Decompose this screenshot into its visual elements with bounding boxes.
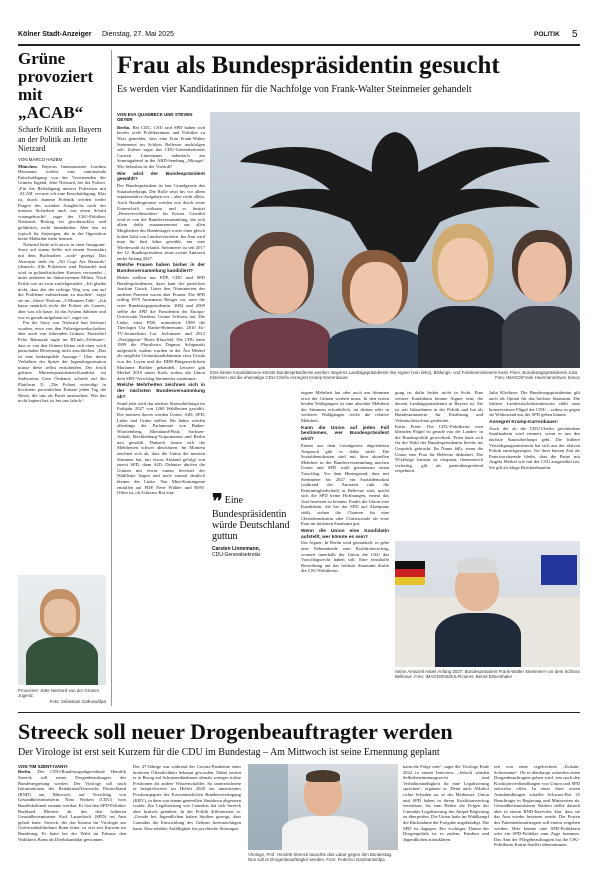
streeck-photo — [248, 764, 398, 850]
portrait-aigner — [230, 232, 330, 368]
second-column-4 — [494, 764, 580, 868]
answer-2: Bisher stellten nur FDP, CDU und SPD Bundespräsidenten, dazu kam der parteilose Joachim Gauck. Unter den Nominierten der anderen Parteien waren aber Frauen: Die SPD schlug 1979 Annemarie Renger vor, nuve die erste Bundestagspräsidentin. 2004 und 2009 stellte die SPD die Präsidentin der Europa-Universität Viadrina, Gesine Schwan, auf. Die Linke, einst PDS, nominierte 1999 die Theologin Uta Ranke-Heinemann, 2010 Ex-TV-Journalistin Luc Jochimsen und 2012 „Nazijägerin“ Beate Klarsfeld. Die CDU hatte 1999 die Physikerin Dagmar Schipanski aufgestellt, zudem wurden in der Ära Merkel als mögliche Unionskandidatinnen etwa Ursula von der Leyen und die DDR-Bürgerrechtlerin Marianne Birthler gehandelt. Letztere gab Merkel 2010 einen Korb, sodass die Union dem SPD-Vorschlag Steinmeier zustimmte. — [117, 275, 205, 381]
header-rule — [18, 44, 580, 46]
side-subtitle: Scharfe Kritik aus Bayern an der Politik an Jette Nietzard — [18, 125, 102, 153]
second-column-3-text: kann die Folge sein“, sagte der Virologe Ende 2022 in einem Interview. „Jedoch würden Selbstbestimmungsrecht und Verhältnismäßigkeit für eine Legalisierung sprechen“, ergänzte er. Denn auch Alkohol richte Schaden an, so der Mediziner. Union und SPD haben in ihrem Koalitionsvertrag vereinbart, bis zum Herbst die Folgen der Cannabis-Legalisierung der Ampel-Regierung zu überprüfen. Die Union hatte im Wahlkampf die Rücknahme der Freigabe angekündigt. Die SPD ist dagegen. Ein wichtiges Thema der Drogenpolitik ist es zudem, Kindern und Jugendlichen aufzuklären. — [403, 764, 489, 842]
nietzard-caption — [18, 688, 106, 710]
side-headline: Grüne provoziert mit „ACAB“ — [18, 49, 94, 122]
nietzard-credit: Foto: Sebastian Gollnow/dpa — [49, 698, 106, 704]
main-column-1-text — [117, 125, 205, 711]
second-column-3 — [403, 764, 489, 868]
main-column-2 — [301, 390, 389, 706]
second-column-1 — [18, 764, 126, 868]
portrait-kramp-karrenbauer — [502, 230, 580, 368]
second-column-4-text: ren von einer regelrechten „Kokain-Schwemme“. Ob es überhaupt weiterhin einen Drogenbeauftragten geben wird, war nach den Koalitionsverhandlungen von Union und SPD zeitweise offen. In einer ihrer ersten Amtshandlungen schaffte Schwarz-Rot 25 Beauftragte in Regierung und Ministerien ab. Gesundheitsministerin Warken stellte danach aber in einem RND-Interview klar, dass sie das Amt wieder besetzen werde. Der Posten des Patientenbeauftragten soll erneut vergeben werden. Hier könnte eine SPD-Politikerin oder ein SPD-Politiker zum Zuge kommen. Das Amt der Pflegebeauftragten hat die CSU-Politikerin Katrin Staffler übernommen. — [494, 764, 580, 848]
side-paragraph-2: Nietzard hatte sich zuvor in einer Instagram-Story auf einem Selfie mit einem Sweatshirt mit dem Buchstaben „acab“ gezeigt. Das Akronym steht für „All Cops Are Bastards“ (deutsch: Alle Polizisten sind Bastarde) und wird in polizeikritischen Kreisen verwendet – unter anderem im linksextremen Milieu. Nach Kritik war sie zwar zurückgerudert. „Ich glaube nicht, dass das der richtige Weg war, um auf die Probleme aufmerksam zu machen“, sagte sie im „Stern“-Podcast „5-Minuten-Talk“. „Ich hasse natürlich nicht die Polizei als Ganzes, aber was ich hasse, ist das System dahinter und wie es gerade aufgebaut ist“, sagte sie. — [18, 241, 106, 320]
main-column-4 — [489, 390, 580, 538]
pull-quote — [212, 491, 296, 575]
second-column-2-text: Der 47-Jährige war während der Corona-Pandemie einer breiteren Öffentlichkeit bekannt geworden. Dabei vertrat er in Bezug auf Schutzmaßnahmen oftmals weniger strikte Positionen als andere Wissenschaftler. So unterzeichnete er beispielsweise im Herbst 2020 ein umstrittenes Positionspapier der Kassenärztlichen Bundesvereinigung (KBV), in dem von einem generellen Shutdown abgeraten wurde. Zur Legalisierung von Cannabis hat sich Streeck eher kritisch geäußert. In der Politik differenziert er. „Gerade bei Jugendlichen haben Studien gezeigt, dass Cannabis die Entwicklung des Gehirns beeinträchtigen kann. Eine erhöhte Anfälligkeit für psychische Störungen — [133, 764, 241, 831]
answer-5: Ilse Aigner: In Berlin wird gemunkelt, es gebe eine Nebenabrede zum Koalitionsvertrag, wonach innerhalb der Union die CSU das Vorschlagsrecht haben soll. Eine ernsthafte Bewerbung um das höchste Staatsamt dürfte die CSU-Politikerin — [301, 540, 389, 574]
second-column-1-text — [18, 769, 126, 867]
main-column-1 — [117, 112, 205, 710]
column-divider — [111, 50, 112, 706]
kloeckner-paragraph: Julia Klöckner: Die Bundestagspräsidentin gilt auch als Option für das höchste Staatsamt. Die frühere Landwirtschaftsministerin zählt zum konservativen Flügel der CDU – sodass es gegen sie Widerstand aus der SPD geben könnte. — [489, 390, 580, 418]
steinmeier-caption-text: Seine Amtszeit endet Anfang 2027: Bundespräsident Frank-Walter Steinmeier vor dem Schloss Bellevue. — [395, 669, 580, 680]
main-column-2-intro: eigene Mehrheit hat oder auch um Stimmen etwa der Grünen werben muss. In den ersten beiden Wahlgängen ist eine absolute Mehrheit der Stimmen erforderlich, im dritten oder in weiteren Wahlgängen reicht die relative Mehrheit. — [301, 390, 389, 423]
main-photo-caption — [210, 370, 580, 387]
side-dateline: München. — [18, 163, 38, 169]
question-1: Wie wird der Bundespräsident gewählt? — [117, 171, 205, 183]
main-column-3-text: gung ist dafür bisher nicht in Sicht. Eine weitere Kandidatin könnte Aigner sein, die derzeit Landtagspräsidentin in Bayern ist. Sie ist seit Jahrzehnten in der Politik und hat als Bundesministerin für Ernährung und Verbraucherschutz gearbeitet. — [395, 390, 483, 423]
portrait-kloeckner — [418, 224, 508, 368]
section-rule — [18, 712, 580, 713]
second-subhead: Der Virologe ist erst seit Kurzem für die CDU im Bundestag – Am Mittwoch ist seine Ernennung geplant — [18, 747, 440, 758]
answer-4: Einem aus dem Grundgesetz abgeleiteten Anspruch gibt es dafür nicht. Die Sozialdemokraten sind mit ihrer aktuellen Mehrheit in der Bundesversammlung machen Union und SPD wohl gemeinsam einen Vorschlag. Vor dem Hintergrund, dass mit Steinmeier bis 2027 ein Sozialdemokrat (während der Amtszeit ruht die Parteimitgliedschaft) in Bellevue sitzt, macht sich die SPD keine Hoffnungen, erneut das Amt besetzen zu können. Findet die Union eine Kandidatin, die bei der SPD auf Akzeptanz stößt, stehen die Chancen für eine Christdemokratin oder Christsoziale als erste Frau im höchsten Staatsamt gut. — [301, 442, 389, 527]
second-byline: VON TIM SZENT-IVANYI — [18, 764, 68, 769]
streeck-caption — [248, 852, 398, 870]
main-subhead: Es werden vier Kandidatinnen für die Nachfolge von Frank-Walter Steinmeier gehandelt — [117, 84, 472, 95]
page-header — [18, 31, 580, 43]
quote-mark-icon: ❞ — [212, 491, 223, 513]
page-number: 5 — [572, 29, 578, 40]
candidates-photo — [210, 112, 580, 368]
side-body — [18, 164, 106, 592]
answer-3: Stand jetzt wird das nächste Staatsoberhaupt im Frühjahr 2027 von 1260 Wahlleuten gewählt. Die meisten davon werden Union, AfD, SPD, Linke und Grüne stellen. Bis dahin werden allerdings die Parlamente von Baden-Württemberg, Rheinland-Pfalz, Sachsen-Anhalt, Mecklenburg-Vorpommern und Berlin neu gewählt. Dadurch lassen sich die Mehrheiten schwer abschätzen. Im Moment zeichnet sich ab, dass die Union die meisten Stimmen hat, mit etwas Abstand gefolgt von zuerst SPD, dann AfD. Dahinter dürften die Grünen mit etwas einem Sechstel der Wahlleute liegen und noch einmal deutlich kleiner die Linke. Nur Mini-Kontingente entfallen auf FDP, Freie Wähler und BSW. Offen ist, ob Schwarz-Rot eine — [117, 400, 205, 496]
section-label: POLITIK — [534, 31, 560, 38]
question-akk: Annegret Kramp-Karrenbauer: — [489, 419, 559, 425]
main-dateline: Berlin. — [117, 124, 131, 130]
question-2: Welche Frauen haben bisher in der Bundesversammlung kandidiert? — [117, 263, 205, 275]
second-dateline: Berlin. — [18, 769, 32, 775]
second-intro: Der CDU-Bundestagsabgeordnete Hendrik Streeck soll neuer Drogenbeauftragter der Bundesregierung werden. Der Virologe soll nach Informationen des RedaktionsNetzwerks Deutschland (RND) am Mittwoch auf Vorschlag von Gesundheitsministerin Nina Warken (CDU) vom Bundeskabinett ernannt werden. Er löst den SPD-Politiker Burkhard Blienert ab, der den früheren Gesundheitsminister Karl Lauterbach (SPD) ins Amt geholt hatte. Streeck, der das Institut für Virologie am Universitätsklinikum Bonn leitet, ist erst seit Kurzem im Bundestag. Er hatte bei der Wahl im Februar den Wahlkreis Bonn als Direktkandidat gewonnen. — [18, 769, 126, 842]
streeck-credit: Foto: Federico Gambarini/dpa — [326, 857, 385, 863]
side-article — [18, 50, 106, 650]
side-paragraph-1: Bayerns Innenminister Joachim Herrmann fordert eine umfassende Entschuldigung von der Vorsitzenden der Grünen Jugend, Jette Nietzard, bei der Polizei. „Für die Beleidigung unserer Polizisten mit ‚ACAB‘ erwarte ich eine Entschuldigung. Klar ist, durch dumme Polemik werden weder Fragen des sozialen Ausgleichs noch der inneren Sicherheit auch nur einen Schritt vorangebracht“, sagte der CSU-Politiker. Nietzards Beitrag sei geschmacklos und gefährlich, nicht hinnehmbar. Aber das ist typisch für diejenigen, die in der Opposition keine Maßstäbe mehr kennen. — [18, 163, 106, 242]
question-5: Wenn die Union eine Kandidatin aufstellt, wer könnte es sein? — [301, 528, 389, 540]
main-column-3 — [395, 390, 483, 538]
prien-paragraph: Karin Prien: Die CDU-Politikerin vom liberalen Flügel ist gerade von der Landes- in die Bundespolitik gewechselt. Prien hatte sich für die Wahl der Bundespräsidentin bereits ins Gespräch gebracht. Ihr Name fällt, wenn die Union eine Frau für Bellevue diskutiert. Die 59-jährige Juristin ist eloquent, themenreich vielseitig, gilt als parteiübergreifend respektiert. — [395, 423, 483, 474]
second-headline: Streeck soll neuer Drogenbeauftragter werden — [18, 719, 453, 744]
streeck-caption-text: Virologe, Prof. Hendrik Streeck tauschte das Labor gegen den Bundestag. Nun soll er Drogenbeauftragter werden. — [248, 852, 393, 863]
side-paragraph-3: Für die Story war Nietzard hart kritisiert worden, etwa von den Polizeigewerkschaften, aber auch von führenden Grünen. Parteichef Felix Banaszak sagte im RT.mb-„Frühstart“, dass er von den Grünen kleine sich einer solch pauschalen Bewertung nicht anschließen. „Das ist eine inakzeptable Aussage.“ Über deren Verhältnis der Spitze der Jugendorganisation müsse diese selbst entscheiden. Der frisch gekürte Ministerpräsidenten-Kandidat im Südwesten, Cem Özdemir, schrieb auf der Plattform X: „Die Polizei verteidigt in höchstem persönlichen Einsatz jeden Tag die Werte, die uns als Partei ausmachen. Wer das nicht kapiert hat, ist bei uns falsch.“ — [18, 320, 106, 404]
steinmeier-caption — [395, 669, 580, 687]
question-3: Welche Mehrheiten zeichnen sich in der nächsten Bundesversammlung ab? — [117, 383, 205, 400]
main-photo-credit: Foto: IMAGO/Frank Hoermann/Sven Simon — [495, 375, 580, 381]
quote-role: CDU-Generalsekretär — [212, 552, 261, 558]
portrait-prien — [328, 250, 424, 368]
side-byline: VON MARCO HADEM — [18, 156, 63, 162]
nietzard-photo — [18, 575, 106, 685]
second-column-2 — [133, 764, 241, 868]
quote-author: Carsten Linnemann, — [212, 546, 261, 552]
issue-date: Dienstag, 27. Mai 2025 — [102, 31, 174, 38]
main-byline: VON EVA QUADBECK UND STEVEN GEYER — [117, 112, 193, 123]
main-intro: Bei CDU, CSU und SPD haben sich bereits viele Politikerinnen und Politiker zu Wort gemeldet, dass eine Frau Frank-Walter Steinmeier im Schloss Bellevue nachfolgen soll. Zuletzt sagte das CDU-Generalsekretär Carsten Linnemann nahmfach am Sonntagabend in der ARD-Sendung „Miosga“. Wie belastbar ist der Vorstoß? — [117, 124, 205, 169]
main-photo-caption-text: Eine dieser Kandidatinnen könnte Bundespräsidentin werden: Bayerns Landtagspräsidentin Ilse Aigner (von links), Bildungs- und Familienministerin Karin Prien, Bundestagspräsidentin Julia Klöckner und die ehemalige CDU-Chefin Annegret Kramp-Karrenbauer. — [210, 370, 578, 381]
akk-paragraph: Auch die ab die CDU-Chefin geschiedene Saarländerin wird erinnert, wenn es um das nächste Staatsoberhaupt geht. Die frühere Verteidigungsministerin hat sich aus der aktiven Politik zurückgezogen. Vor ihrer kurzen Zeit als Parteivorsitzende bleibt, dass die Partei mit Angela Merkel wie mit der CSU ausgesöhnt hat. Sie gilt als kluge Brückenbauerin. — [489, 425, 580, 470]
steinmeier-photo — [395, 541, 580, 667]
nietzard-caption-text: Provoziert: Jette Nietzard von der Grünen Jugend. — [18, 688, 100, 699]
main-headline: Frau als Bundespräsidentin gesucht — [117, 52, 500, 79]
quote-text: Eine Bundespräsidentin würde Deutschland guttun — [212, 495, 290, 542]
newspaper-name: Kölner Stadt-Anzeiger — [18, 31, 92, 38]
answer-1: Der Bundespräsident ist laut Grundgesetz das Staatsoberhaupt. Die Rolle setzt bis vor allem repräsentative Aufgaben vor – aber nicht allein. Auch Bundesgesetze werden erst durch seine Unterschrift wirksam und er besitzt „Reservevollmachten“ für Krisen. Gewählt wird er von der Bundesversammlung, die sich allein dafür zusammensetzt aus allen Mitgliedern des Bundestages sowie einer gleich hohen Zahl von Ländervertretern. Ins Amt wird man für fünf Jahre gewählt, nur eine Wiederwahl ist erlaubt. Steinmeier ist seit 2017 der 12. Bundespräsident, seine zweite Amtszeit endet Anfang 2027. — [117, 183, 205, 261]
steinmeier-credit: Foto: IMAGO/ESDES.Pictures, Bernd Elmenthaler — [414, 674, 513, 680]
question-4: Kann die Union auf jeden Fall bestimmen, wer Bundespräsident wird? — [301, 425, 389, 443]
